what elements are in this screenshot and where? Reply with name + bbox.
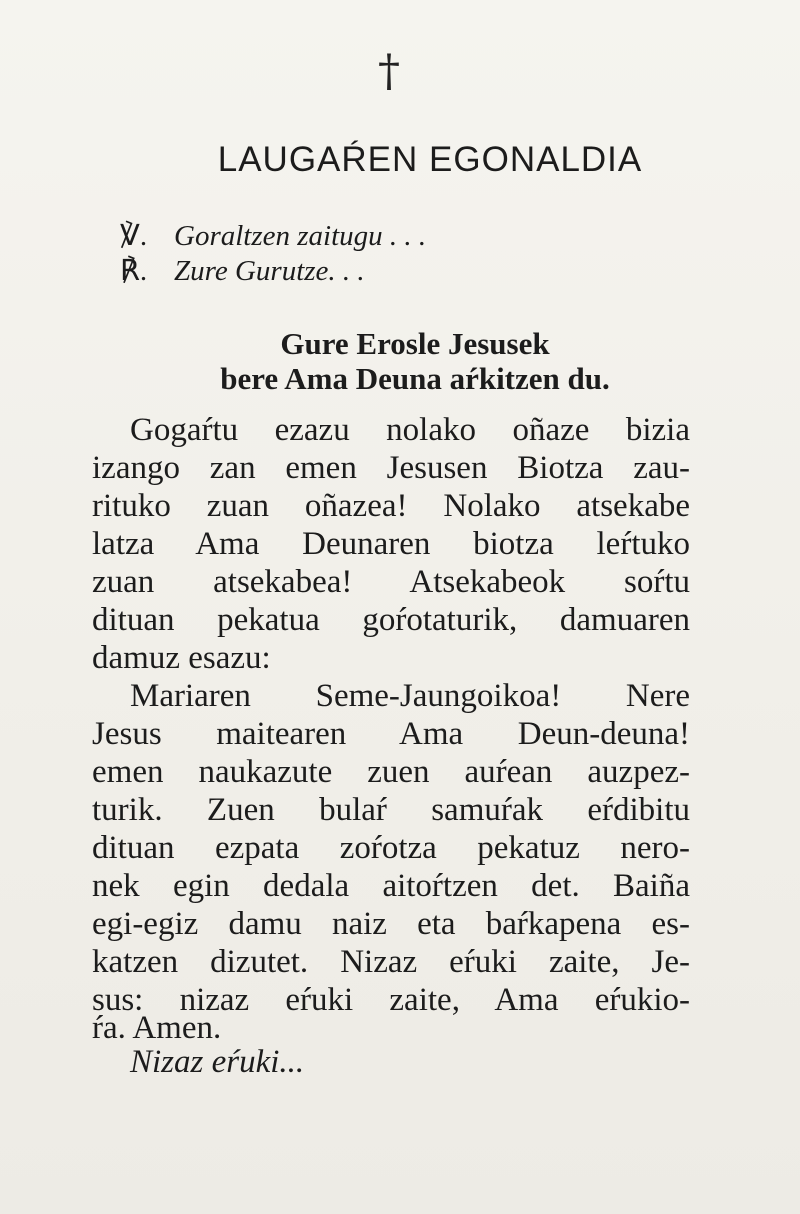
paragraph-2-line: egi-egiz damu naiz eta baŕkapena es- <box>92 906 690 942</box>
chapter-title: LAUGAŔEN EGONALDIA <box>217 140 643 179</box>
paragraph-1-line: rituko zuan oñazea! Nolako atsekabe <box>92 488 690 524</box>
paragraph-2-line: sus: nizaz eŕuki zaite, Ama eŕukio- <box>92 982 690 1018</box>
paragraph-1-line: izango zan emen Jesusen Biotza zau- <box>92 450 690 486</box>
paragraph-2-line: dituan ezpata zoŕotza pekatuz nero- <box>92 830 690 866</box>
response-symbol: ℟. <box>120 255 148 287</box>
paragraph-2-line: katzen dizutet. Nizaz eŕuki zaite, Je- <box>92 944 690 980</box>
versicle-text: Goraltzen zaitugu . . . <box>174 220 427 252</box>
paragraph-1-line: latza Ama Deunaren biotza leŕtuko <box>92 526 690 562</box>
paragraph-2-line: Mariaren Seme-Jaungoikoa! Nere <box>130 678 690 714</box>
versicle-symbol: ℣. <box>120 220 148 252</box>
response-line <box>120 253 365 288</box>
paragraph-1-line: damuz esazu: <box>92 640 271 676</box>
paragraph-2-line: nek egin dedala aitoŕtzen det. Baiña <box>92 868 690 904</box>
paragraph-2-line: ŕa. Amen. <box>92 1010 222 1046</box>
paragraph-1-line: zuan atsekabea! Atsekabeok soŕtu <box>92 564 690 600</box>
section-heading-line-1: Gure Erosle Jesusek <box>280 326 550 361</box>
response-text: Zure Gurutze. . . <box>174 255 365 287</box>
cross-icon: † <box>378 46 400 97</box>
paragraph-2-line: Jesus maitearen Ama Deun-deuna! <box>92 716 690 752</box>
paragraph-1-line: Gogaŕtu ezazu nolako oñaze bizia <box>130 412 690 448</box>
versicle-line <box>120 218 426 253</box>
closing-response: Nizaz eŕuki... <box>130 1044 305 1080</box>
paragraph-1-line: dituan pekatua goŕotaturik, damuaren <box>92 602 690 638</box>
section-heading-line-2: bere Ama Deuna aŕkitzen du. <box>220 361 610 396</box>
paragraph-2-line: emen naukazute zuen auŕean auzpez- <box>92 754 690 790</box>
paragraph-2-line: turik. Zuen bulaŕ samuŕak eŕdibitu <box>92 792 690 828</box>
